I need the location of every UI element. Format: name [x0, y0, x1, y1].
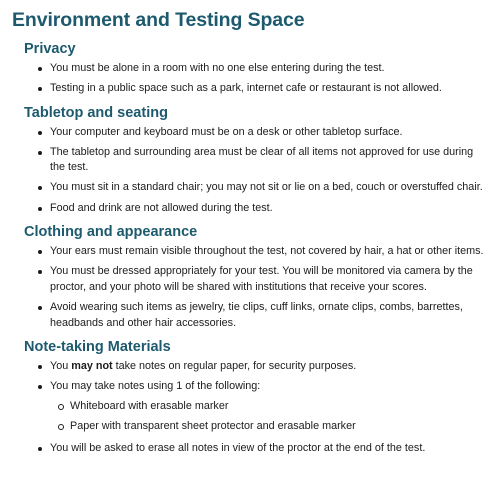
list-item: Testing in a public space such as a park, internet cafe or restaurant is not allowed. [50, 81, 490, 97]
section-clothing-appearance [12, 223, 490, 331]
bullet-list [12, 244, 490, 331]
list-item: You must be dressed appropriately for your test. You will be monitored via camera by the proctor, and your photo will be shared with institutions that receive your scores. [50, 264, 490, 295]
list-item: Your ears must remain visible throughout the test, not covered by hair, a hat or other items. [50, 244, 490, 260]
page-title: Environment and Testing Space [12, 9, 305, 31]
sub-list-item: Whiteboard with erasable marker [70, 399, 490, 415]
item-text: take notes on regular paper, for security purposes. [112, 360, 357, 373]
emphasis-text: may not [71, 360, 113, 373]
item-text: You may take notes using 1 of the following: [50, 380, 261, 393]
bullet-list [12, 125, 490, 216]
section-privacy [12, 40, 490, 97]
list-item: Avoid wearing such items as jewelry, tie clips, cuff links, ornate clips, combs, barrettes, headbands and other hair accessories. [50, 300, 490, 331]
bullet-list [12, 61, 490, 97]
list-item [50, 359, 490, 375]
section-heading: Clothing and appearance [24, 224, 198, 241]
section-note-taking [12, 338, 490, 456]
section-heading: Tabletop and seating [24, 104, 168, 121]
list-item: Food and drink are not allowed during the test. [50, 201, 490, 217]
section-heading: Note-taking Materials [24, 339, 171, 356]
list-item: The tabletop and surrounding area must be clear of all items not approved for use during the test. [50, 145, 490, 176]
list-item: You must be alone in a room with no one else entering during the test. [50, 61, 490, 77]
section-heading: Privacy [24, 41, 76, 57]
sub-list [50, 399, 490, 435]
list-item: Your computer and keyboard must be on a desk or other tabletop surface. [50, 125, 490, 141]
list-item: You will be asked to erase all notes in view of the proctor at the end of the test. [50, 441, 490, 457]
section-tabletop-seating [12, 104, 490, 216]
sub-list-item: Paper with transparent sheet protector and erasable marker [70, 419, 490, 435]
list-item [50, 379, 490, 435]
bullet-list [12, 359, 490, 456]
list-item: You must sit in a standard chair; you may not sit or lie on a bed, couch or overstuffed chair. [50, 180, 490, 196]
item-text: You [50, 360, 72, 373]
